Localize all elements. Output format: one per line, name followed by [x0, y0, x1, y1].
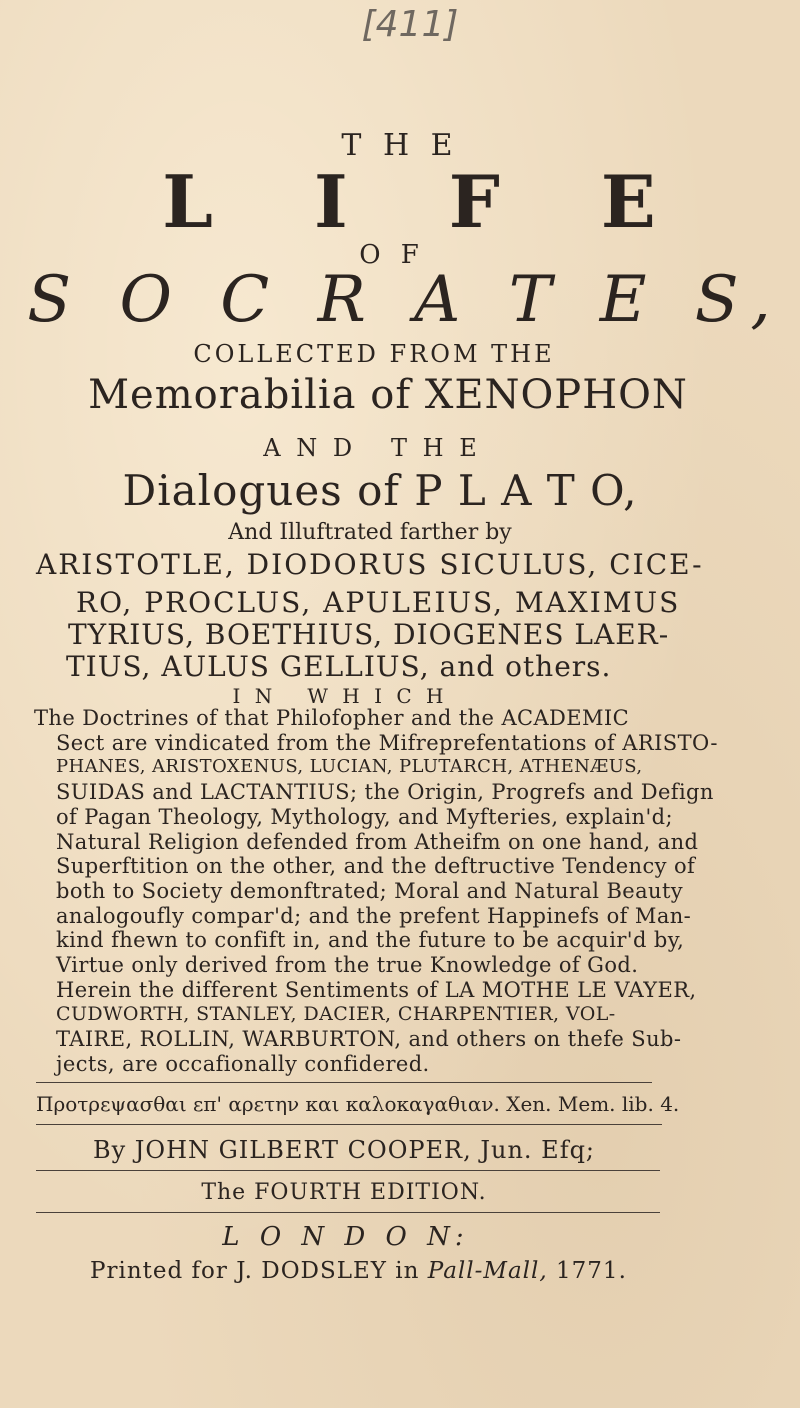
body-line: jects, are occafionally confidered.	[56, 1051, 430, 1076]
body-line: of Pagan Theology, Mythology, and Myfteries, explain'd;	[56, 804, 673, 829]
greek-epigraph: Προτρεψασθαι επ' αρετην και καλοκαγαθιαν. Xen. Mem. lib. 4.	[36, 1092, 680, 1116]
imprint-year: 1771.	[547, 1258, 627, 1284]
pencil-shelf-mark: [411]	[361, 4, 459, 45]
title-of: O F	[359, 240, 425, 270]
author-list-line: TYRIUS, BOETHIUS, DIOGENES LAER-	[68, 618, 670, 651]
body-line: both to Society demonftrated; Moral and Natural Beauty	[56, 878, 684, 903]
imprint	[90, 1258, 710, 1284]
body-line: analogoufly compar'd; and the prefent Happinefs of Man-	[56, 903, 692, 928]
edition-line: The FOURTH EDITION.	[201, 1180, 487, 1205]
body-line: Sect are vindicated from the Mifreprefentations of ARISTO-	[56, 730, 718, 755]
and-the: A N D T H E	[263, 434, 481, 462]
title-socrates: S O C R A T E S,	[27, 263, 785, 337]
title-the: T H E	[341, 128, 459, 163]
body-line: The Doctrines of that Philofopher and the ACADEMIC	[34, 706, 630, 730]
body-line: TAIRE, ROLLIN, WARBURTON, and others on thefe Sub-	[56, 1027, 682, 1052]
memorabilia-line: Memorabilia of XENOPHON	[88, 372, 688, 418]
body-line: Natural Religion defended from Atheifm on one hand, and	[56, 829, 699, 854]
author-list-line: TIUS, AULUS GELLIUS, and others.	[66, 650, 612, 683]
title-life: L I F E	[162, 159, 694, 244]
collected-from-the: COLLECTED FROM THE	[193, 340, 555, 368]
author-line: By JOHN GILBERT COOPER, Jun. Efq;	[92, 1136, 596, 1164]
imprint-text: Printed for J. DODSLEY in	[90, 1258, 428, 1284]
city-london: L O N D O N:	[222, 1222, 470, 1252]
body-line: Virtue only derived from the true Knowledge of God.	[56, 953, 639, 978]
illustrated-line: And Illuftrated farther by	[228, 520, 512, 545]
divider-rule	[36, 1082, 652, 1083]
body-line: PHANES, ARISTOXENUS, LUCIAN, PLUTARCH, ATHENÆUS,	[56, 756, 643, 778]
dialogues-line: Dialogues of P L A T O,	[122, 466, 638, 515]
body-line: kind fhewn to confift in, and the future to be acquir'd by,	[56, 928, 685, 953]
body-line: Superftition on the other, and the deftructive Tendency of	[56, 854, 696, 879]
in-which: I N W H I C H	[232, 684, 448, 708]
body-text	[34, 706, 774, 1077]
imprint-place: Pall-Mall,	[427, 1258, 548, 1284]
divider-rule	[36, 1212, 660, 1213]
author-list-line: RO, PROCLUS, APULEIUS, MAXIMUS	[76, 586, 681, 619]
body-line: Herein the different Sentiments of LA MOTHE LE VAYER,	[56, 977, 697, 1002]
divider-rule	[36, 1170, 660, 1171]
author-list-line: ARISTOTLE, DIODORUS SICULUS, CICE-	[36, 548, 704, 581]
divider-rule	[36, 1124, 662, 1125]
body-line: CUDWORTH, STANLEY, DACIER, CHARPENTIER, VOL-	[56, 1003, 616, 1026]
body-line: SUIDAS and LACTANTIUS; the Origin, Progrefs and Defign	[56, 780, 714, 805]
